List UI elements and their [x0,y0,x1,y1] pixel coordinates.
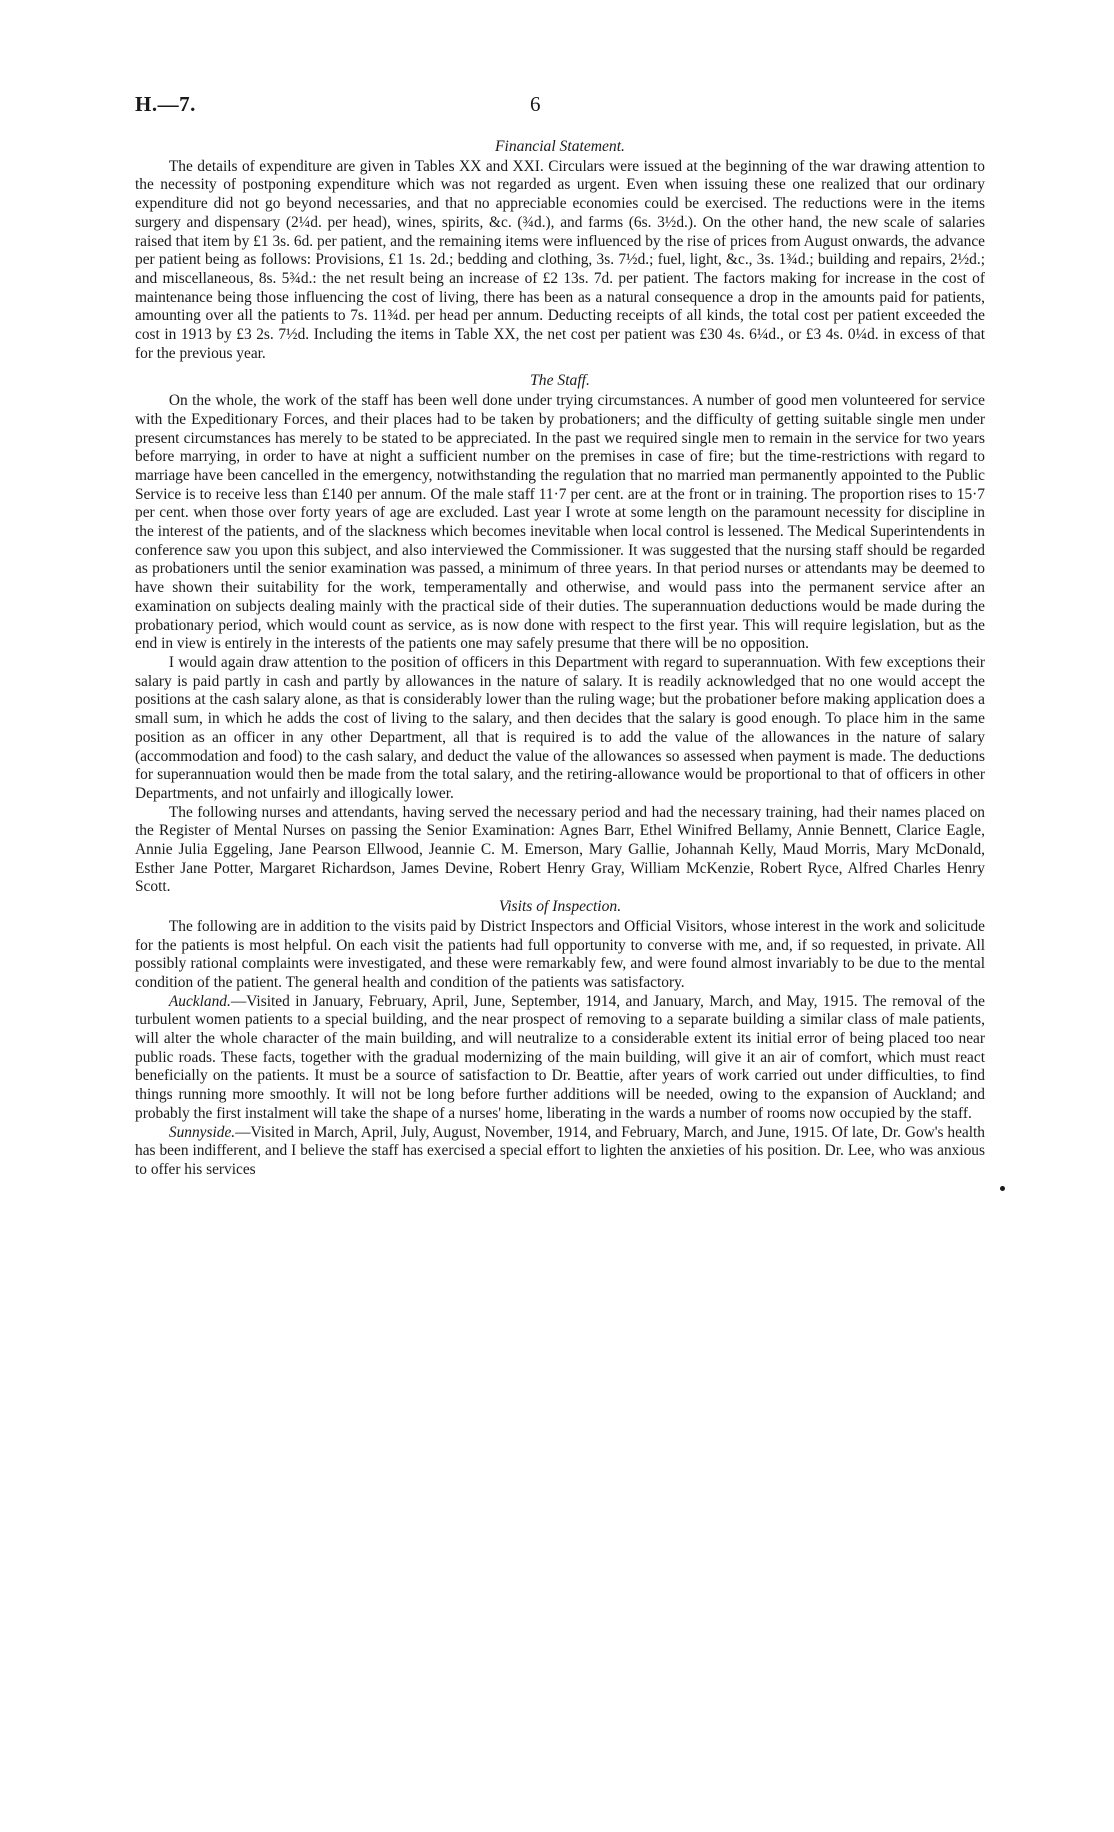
page-header [135,92,985,122]
section-title-visits: Visits of Inspection. [498,898,622,916]
paragraph-visits-sunnyside [135,1124,985,1180]
margin-dot [1000,1186,1005,1191]
document-id: H.—7. [135,92,196,116]
sunnyside-visit-text: —Visited in March, April, July, August, November, 1914, and February, March, and June, 1915. Of late, Dr. Gow's health has been indifferent, and I believe the staff has exercised a special effort to lighten the anxieties of his position. Dr. Lee, who was anxious to offer his services [135,1123,985,1178]
page-body [135,138,985,1180]
place-name-auckland: Auckland. [168,992,231,1010]
section-title-staff: The Staff. [530,372,590,390]
paragraph-financial-1: The details of expenditure are given in Tables XX and XXI. Circulars were issued at the beginning of the war drawing attention to the necessity of postponing expenditure which was not regarded as urgent. Even when issuing these one realized that our ordinary expenditure did not go beyond necessaries, and that no appreciable economies could be exercised. The reductions were in the items surgery and dispensary (2¼d. per head), wines, spirits, &c. (¾d.), and farms (6s. 3½d.). On the other hand, the new scale of salaries raised that item by £1 3s. 6d. per patient, and the remaining items were influenced by the rise of prices from August onwards, the advance per patient being as follows: Provisions, £1 1s. 2d.; bedding and clothing, 3s. 7½d.; fuel, light, &c., 3s. 1¾d.; building and repairs, 2½d.; and miscellaneous, 8s. 5¾d.: the net result being an increase of £2 13s. 7d. per patient. The factors making for increase in the cost of maintenance being those influencing the cost of living, there has been as a natural consequence a drop in the amounts paid for patients, amounting over all the patients to 7s. 11¾d. per head per annum. Deducting receipts of all kinds, the total cost per patient exceeded the cost in 1913 by £3 2s. 7½d. Including the items in Table XX, the net cost per patient was £30 4s. 6¼d., or £3 4s. 0¼d. in excess of that for the previous year. [135,157,985,362]
auckland-visit-text: —Visited in January, February, April, June, September, 1914, and January, March, and May, 1915. The removal of the turbulent women patients to a special building, and the near prospect of removing to a separate building a similar class of male patients, will alter the whole character of the main building, and will neutralize to a considerable extent its initial error of being placed too near public roads. These facts, together with the gradual modernizing of the main building, will give it an air of comfort, which must react beneficially on the patients. It must be a source of satisfaction to Dr. Beattie, after years of work carried out under difficulties, to find things running more smoothly. It will not be long before further additions will be needed, owing to the expansion of Auckland; and probably the first instalment will take the shape of a nurses' home, liberating in the wards a number of rooms now occupied by the staff. [135,992,985,1122]
page-number: 6 [530,92,541,116]
paragraph-visits-intro: The following are in addition to the visits paid by District Inspectors and Official Visitors, whose interest in the work and solicitude for the patients is most helpful. On each visit the patients had full opportunity to converse with me, and, if so requested, in private. All possibly rational complaints were investigated, and these were remarkably few, and were found almost invariably to be due to the mental condition of the patient. The general health and condition of the patients was satisfactory. [135,917,985,991]
place-name-sunnyside: Sunnyside. [168,1123,236,1141]
paragraph-staff-2: I would again draw attention to the position of officers in this Department with regard to superannuation. With few exceptions their salary is paid partly in cash and partly by allowances in the nature of salary. It is readily acknowledged that no one would accept the positions at the cash salary alone, as that is considerably lower than the ruling wage; but the probationer before making application does a small sum, in which he adds the cost of living to the salary, and then decides that the salary is good enough. To place him in the same position as an officer in any other Department, all that is required is to add the value of the allowances in the nature of salary (accommodation and food) to the cash salary, and deduct the value of the allowances so assessed when payment is made. The deductions for superannuation would then be made from the total salary, and the retiring-allowance would be proportional to that of officers in other Departments, and not unfairly and illogically lower. [135,653,985,802]
paragraph-visits-auckland [135,993,985,1124]
section-title-financial: Financial Statement. [495,138,625,155]
paragraph-staff-1: On the whole, the work of the staff has been well done under trying circumstances. A number of good men volunteered for service with the Expeditionary Forces, and their places had to be taken by probationers; and the difficulty of getting suitable single men under present circumstances has merely to be stated to be appreciated. In the past we required single men to remain in the service for two years before marrying, in order to have at night a sufficient number on the premises in case of fire; but the time-restrictions with regard to marriage have been cancelled in the emergency, notwithstanding the regulation that no married man permanently appointed to the Public Service is to receive less than £140 per annum. Of the male staff 11·7 per cent. are at the front or in training. The proportion rises to 15·7 per cent. when those over forty years of age are excluded. Last year I wrote at some length on the paramount necessity for discipline in the interest of the patients, and of the slackness which becomes inevitable when local control is lessened. The Medical Superintendents in conference saw you upon this subject, and also interviewed the Commissioner. It was suggested that the nursing staff should be regarded as probationers until the senior examination was passed, a minimum of three years. In that period nurses or attendants may be deemed to have shown their suitability for the work, temperamentally and otherwise, and would pass into the permanent service after an examination on subjects dealing mainly with the practical side of their duties. The superannuation deductions would be made during the probationary period, which would count as service, as is now done with respect to the first year. This will require legislation, but as the end in view is entirely in the interests of the patients one may safely presume that there will be no opposition. [135,392,985,653]
paragraph-staff-3: The following nurses and attendants, having served the necessary period and had the necessary training, had their names placed on the Register of Mental Nurses on passing the Senior Examination: Agnes Barr, Ethel Winifred Bellamy, Annie Bennett, Clarice Eagle, Annie Julia Eggeling, Jane Pearson Ellwood, Jeannie C. M. Emerson, Mary Gallie, Johannah Kelly, Maud Morris, Mary McDonald, Esther Jane Potter, Margaret Richardson, James Devine, Robert Henry Gray, William McKenzie, Robert Ryce, Alfred Charles Henry Scott. [135,803,985,896]
